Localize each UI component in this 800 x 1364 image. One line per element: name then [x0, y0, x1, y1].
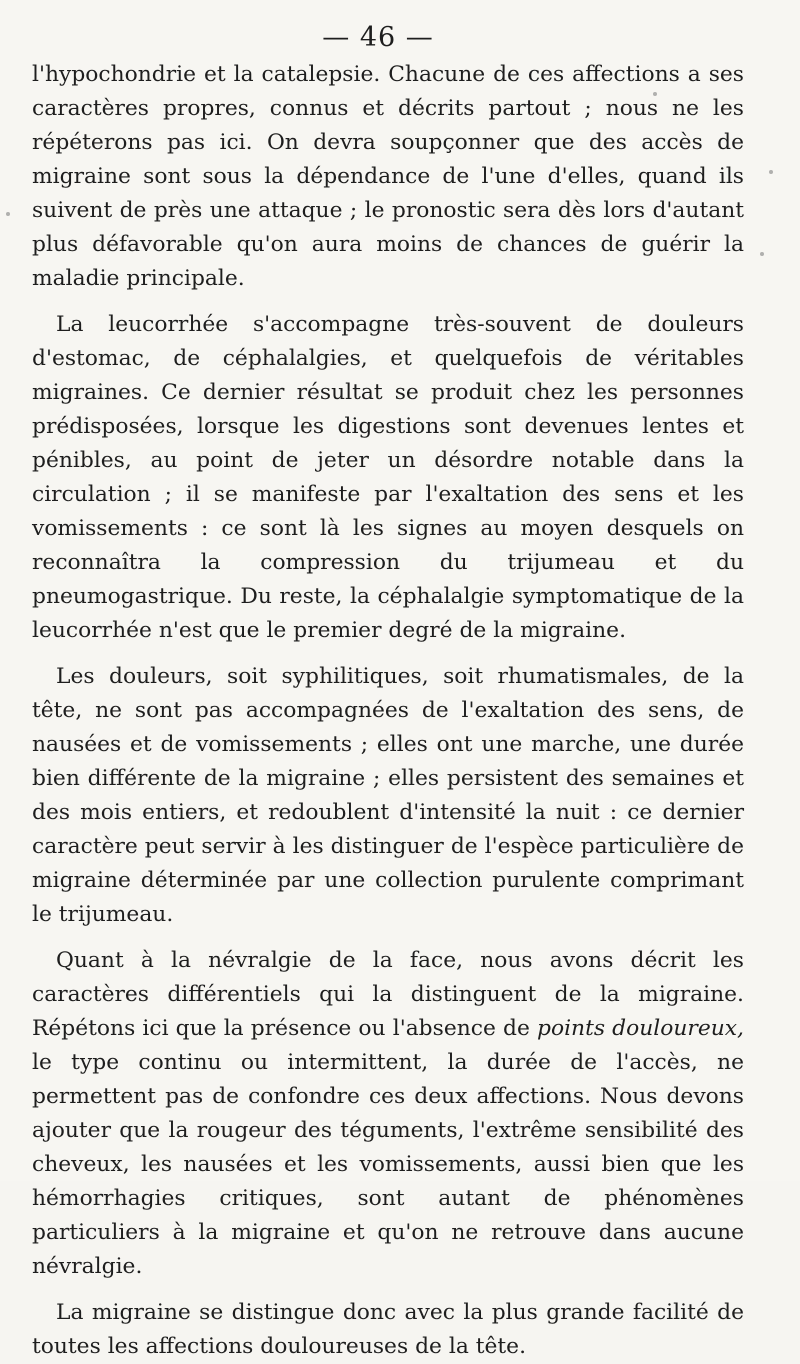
- page-number: — 46 —: [322, 22, 434, 53]
- paragraph-3: Les douleurs, soit syphilitiques, soit rhumatismales, de la tête, ne sont pas accompagnées de l'exaltation des sens, de nausées et de vomissements ; elles ont une marche, une durée bien différente de la migraine ; elles persistent des semaines et des mois entiers, et redoublent d'intensité la nuit : ce dernier caractère peut servir à les distinguer de l'espèce particulière de migraine déterminée par une collection purulente comprimant le trijumeau.: [32, 664, 744, 927]
- paper-speck: [653, 92, 657, 96]
- paragraph-4-end: le type continu ou intermittent, la durée de l'accès, ne permettent pas de confondre ces deux affections. Nous devons ajouter que la rougeur des téguments, l'extrême sensibilité des cheveux, les nausées et les vomissements, aussi bien que les hémorrhagies critiques, sont autant de phénomènes particuliers à la migraine et qu'on ne retrouve dans aucune névralgie.: [32, 1050, 744, 1279]
- paper-speck: [760, 252, 764, 256]
- paragraph-2: La leucorrhée s'accompagne très-souvent de douleurs d'estomac, de céphalalgies, et quelquefois de véritables migraines. Ce dernier résultat se produit chez les personnes prédisposées, lorsque les digestions sont devenues lentes et pénibles, au point de jeter un désordre notable dans la circulation ; il se manifeste par l'exaltation des sens et les vomissements : ce sont là les signes au moyen desquels on reconnaîtra la compression du trijumeau et du pneumogastrique. Du reste, la céphalalgie symptomatique de la leucorrhée n'est que le premier degré de la migraine.: [32, 312, 744, 643]
- paragraph-1: l'hypochondrie et la catalepsie. Chacune de ces affections a ses caractères propres, connus et décrits partout ; nous ne les répéterons pas ici. On devra soupçonner que des accès de migraine sont sous la dépendance de l'une d'elles, quand ils suivent de près une attaque ; le pronostic sera dès lors d'autant plus défavorable qu'on aura moins de chances de guérir la maladie principale.: [32, 62, 744, 291]
- paragraph-5: La migraine se distingue donc avec la plus grande facilité de toutes les affections douloureuses de la tête.: [32, 1300, 744, 1359]
- paragraph-4: [32, 944, 744, 1284]
- italic-phrase: points douloureux,: [537, 1016, 744, 1041]
- body-text: [32, 58, 744, 1364]
- paragraph-4-start: Quant à la névralgie de la face, nous avons décrit les caractères différentiels qui la distinguent de la migraine. Répétons ici que la présence ou l'absence de: [32, 948, 744, 1041]
- paper-speck: [6, 212, 10, 216]
- paper-speck: [769, 170, 773, 174]
